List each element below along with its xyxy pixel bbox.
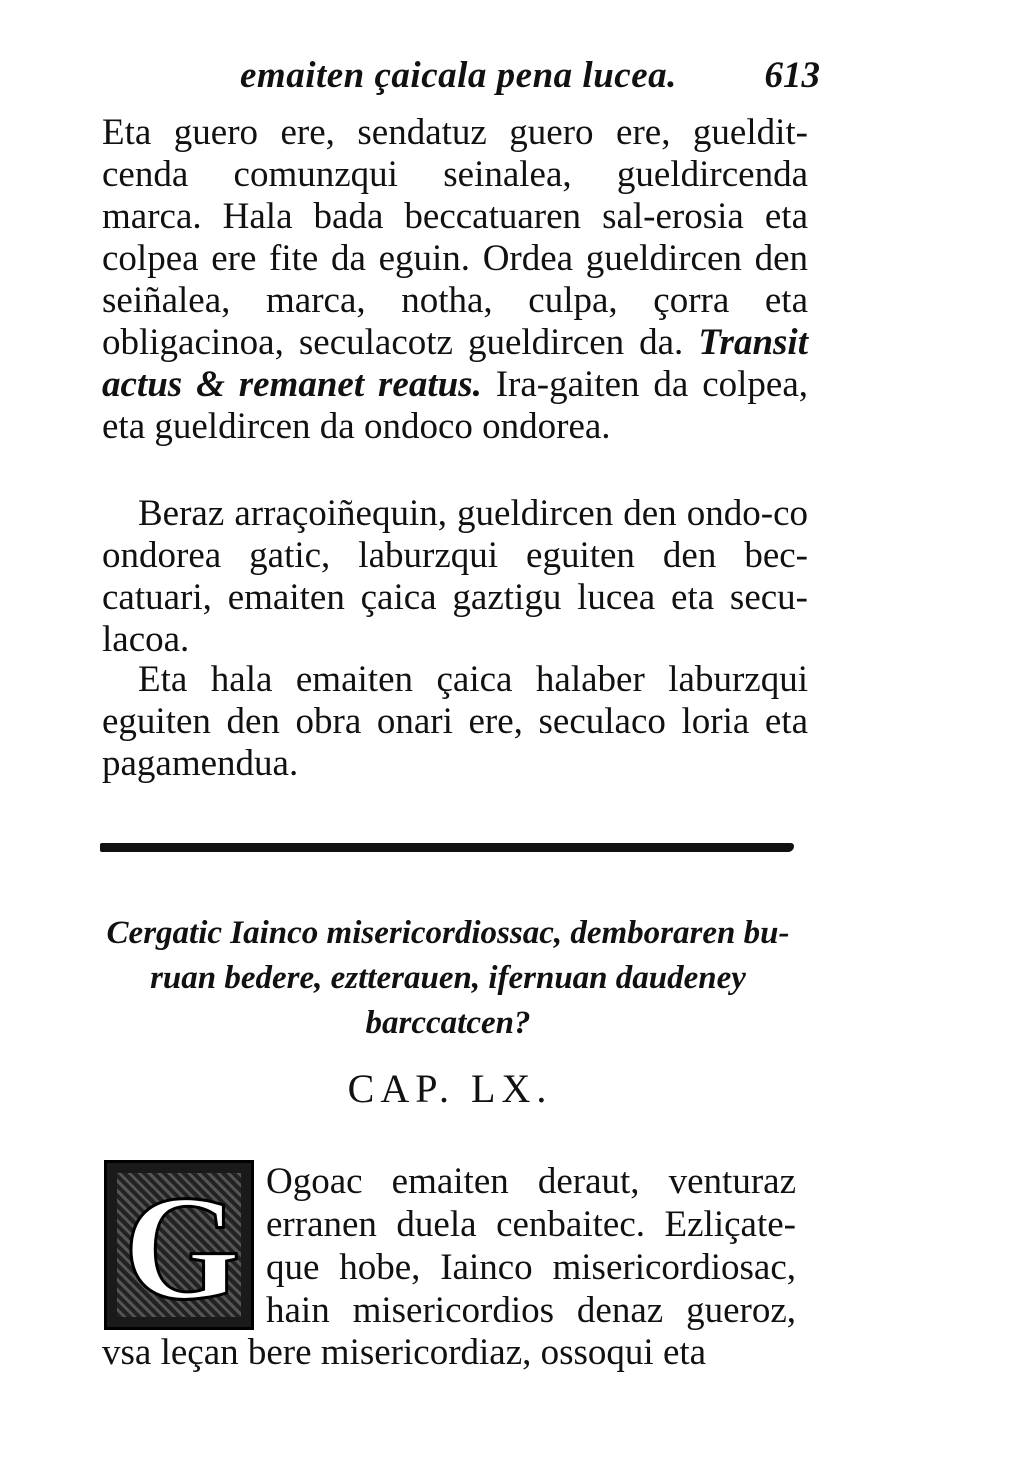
paragraph-2 [102,493,808,661]
paragraph-1-part-b: Ira-gaiten da colpea, eta gueldircen da ondoco ondorea. [102,364,808,447]
running-head [240,48,820,104]
initial-letter: G [123,1165,241,1330]
page-number: 613 [764,55,820,96]
chapter-line-5: vsa leçan bere misericordiaz, ossoqui eta [102,1332,707,1373]
paragraph-2-text: Beraz arraçoiñequin, gueldircen den ondo-co ondorea gatic, laburzqui eguiten den bec-catuari, emaiten çaica gaztigu lucea eta secu-lacoa. [102,493,808,660]
paragraph-3 [102,659,808,785]
chapter-line-1: Ogoac emaiten deraut, venturaz [266,1161,796,1202]
latin-quote: Transit actus & remanet reatus. [102,322,808,405]
chapter-heading: CAP. LX. [347,1066,553,1111]
chapter-opening-text [266,1160,796,1332]
section-divider [100,843,794,852]
chapter-line-4: hain misericordios denaz gueroz, [266,1290,796,1331]
paragraph-1-part-a: Eta guero ere, sendatuz guero ere, gueldit-cenda comunzqui seinalea, gueldircenda marca. Hala bada beccatuaren sal-erosia eta colpea ere fite da eguin. Ordea gueldircen den seiñalea, marca, notha, culpa, çorra eta obligacinoa, seculacotz gueldircen da. [102,112,808,363]
paragraph-1-text [102,112,808,448]
chapter-line-3: que hobe, Iainco misericordiosac, [266,1247,796,1288]
decorated-initial [104,1160,254,1330]
paragraph-3-text: Eta hala emaiten çaica halaber laburzqui eguiten den obra onari ere, seculaco loria eta pagamendua. [102,659,808,784]
paragraph-1 [102,112,808,448]
running-title: emaiten çaicala pena lucea. [240,55,677,96]
chapter-question: Cergatic Iainco misericordiossac, demboraren bu-ruan bedere, eztterauen, ifernuan daudeney barccatcen? [106,915,790,1041]
chapter-line-2: erranen duela cenbaitec. Ezliçate- [266,1204,796,1245]
